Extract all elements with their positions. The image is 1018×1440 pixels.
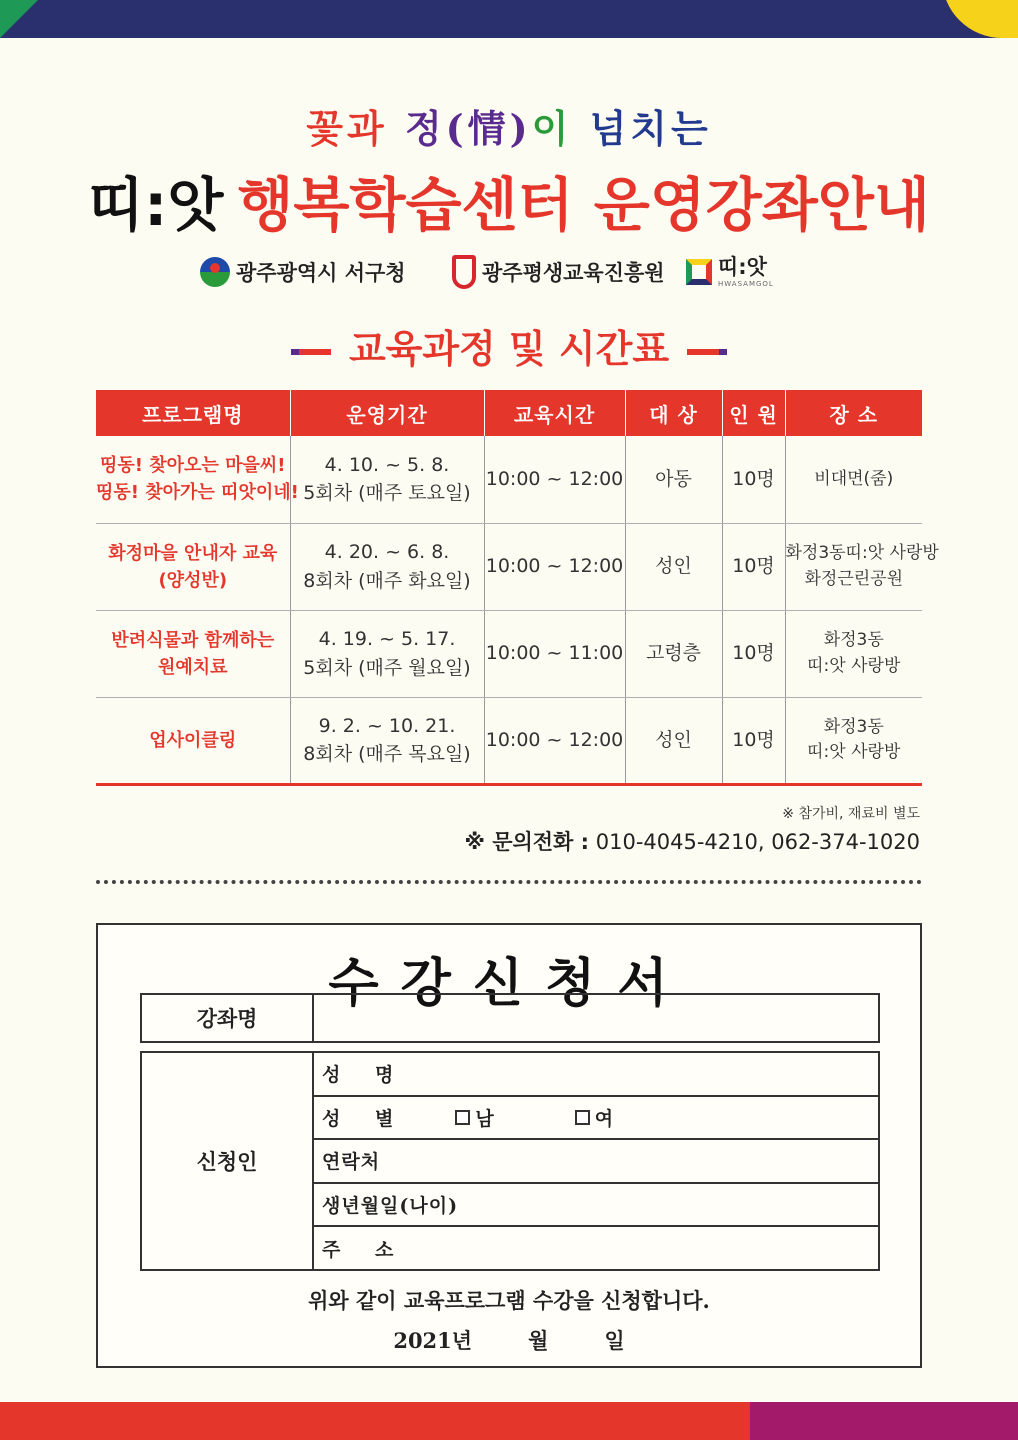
count-cell: 10명 [722, 436, 785, 523]
program-line: 띵동! 찾아오는 마을씨! [100, 455, 286, 477]
schedule-table [96, 390, 939, 786]
ttiat-logo [686, 252, 774, 292]
tagline [0, 98, 1018, 153]
application-form [96, 923, 922, 1368]
section-title [0, 318, 1018, 373]
program-line: 화정마을 안내자 교육 [108, 542, 278, 564]
male-checkbox[interactable] [455, 1104, 494, 1131]
header-time: 교육시간 [484, 390, 625, 436]
period-line: 5회차 (매주 월요일) [303, 656, 471, 679]
yellow-corner-shape [942, 0, 1018, 38]
institute-logo [452, 252, 665, 292]
table-row [96, 523, 922, 610]
place-cell [785, 523, 939, 610]
top-decor-bar [0, 0, 1018, 38]
date-line [98, 1325, 920, 1355]
place-line: 띠:앗 사랑방 [807, 655, 901, 676]
male-label: 남 [475, 1107, 495, 1130]
table-row [96, 697, 922, 784]
program-cell [96, 697, 290, 784]
place-cell [785, 610, 922, 697]
program-cell [96, 523, 290, 610]
name-field[interactable] [314, 1053, 878, 1097]
title-dash-right [687, 349, 727, 355]
institute-logo-label: 광주평생교육진흥원 [482, 261, 665, 285]
birth-field[interactable] [314, 1184, 878, 1228]
date-year: 2021년 [393, 1328, 473, 1353]
phone-note [464, 826, 920, 856]
female-label: 여 [594, 1107, 615, 1130]
seogu-logo [200, 252, 406, 292]
gender-field [314, 1097, 878, 1141]
address-field[interactable] [314, 1227, 878, 1269]
ttiat-logo-label: 띠:앗 [718, 254, 767, 279]
birth-label: 생년월일(나이) [322, 1195, 459, 1218]
period-line: 8회차 (매주 목요일) [303, 743, 471, 765]
page-title [0, 158, 1018, 242]
period-line: 9. 2. ~ 10. 21. [318, 714, 456, 737]
place-line: 화정3동 [823, 716, 884, 737]
time-cell: 10:00 ~ 12:00 [484, 697, 625, 784]
tagline-part: 꽃과 [306, 106, 405, 151]
place-line: 띠:앗 사랑방 [807, 742, 901, 762]
period-cell [290, 697, 484, 784]
ttiat-emblem-icon [686, 259, 712, 285]
female-checkbox[interactable] [575, 1104, 614, 1131]
title-text: 행복학습센터 운영강좌안내 [237, 171, 930, 239]
time-cell: 10:00 ~ 12:00 [484, 436, 625, 523]
place-cell [785, 697, 922, 784]
gender-label: 성 별 [322, 1107, 408, 1130]
time-cell: 10:00 ~ 12:00 [484, 523, 625, 610]
program-line: 원예치료 [157, 656, 228, 678]
count-cell: 10명 [722, 523, 785, 610]
program-line: 반려식물과 함께하는 [111, 629, 275, 651]
tagline-part: 정(情) [404, 106, 532, 151]
place-line: 화정3동띠:앗 사랑방 [785, 543, 939, 563]
title-dash-left [291, 349, 331, 355]
checkbox-icon [575, 1110, 590, 1125]
institute-emblem-icon [452, 255, 476, 289]
target-cell: 성인 [625, 523, 722, 610]
place-cell [785, 436, 922, 523]
place-line: 비대면(줌) [814, 468, 894, 489]
period-cell [290, 436, 484, 523]
checkbox-icon [455, 1110, 470, 1125]
period-line: 4. 19. ~ 5. 17. [318, 628, 456, 650]
phone-numbers: 010-4045-4210, 062-374-1020 [595, 830, 920, 854]
period-line: 4. 20. ~ 6. 8. [324, 541, 450, 563]
course-name-row [140, 993, 880, 1043]
place-line: 화정3동 [823, 630, 884, 650]
course-name-field[interactable] [314, 995, 878, 1041]
seogu-logo-label: 광주광역시 서구청 [236, 261, 406, 285]
place-line: 화정근린공원 [804, 568, 904, 589]
period-line: 5회차 (매주 토요일) [303, 482, 471, 505]
time-cell: 10:00 ~ 11:00 [484, 610, 625, 697]
bottom-purple-band [750, 1402, 1018, 1440]
form-title: 수강신청서 [328, 953, 690, 1014]
program-cell [96, 610, 290, 697]
name-label: 성 명 [322, 1064, 408, 1087]
contact-label: 연락처 [322, 1151, 381, 1174]
header-count: 인 원 [722, 390, 785, 436]
target-cell: 고령층 [625, 610, 722, 697]
program-cell [96, 436, 299, 523]
period-cell [290, 610, 484, 697]
applicant-fields [314, 1053, 878, 1269]
green-corner-shape [0, 0, 38, 38]
tagline-part: 이 [531, 106, 590, 151]
address-label: 주 소 [322, 1238, 408, 1261]
cut-line-divider [96, 880, 922, 884]
bottom-red-band [0, 1402, 750, 1440]
section-title-text: 교육과정 및 시간표 [348, 327, 670, 371]
count-cell: 10명 [722, 697, 785, 784]
target-cell: 성인 [625, 697, 722, 784]
table-header-row [96, 390, 922, 436]
date-month: 월 [528, 1328, 549, 1353]
program-line: 띵동! 찾아가는 띠앗이네! [96, 482, 299, 504]
applicant-label: 신청인 [142, 1053, 314, 1269]
header-period: 운영기간 [290, 390, 484, 436]
header-place: 장 소 [785, 390, 922, 436]
brand-name: 띠:앗 [88, 171, 224, 239]
seogu-emblem-icon [200, 257, 230, 287]
phone-label: ※ 문의전화 : [464, 830, 590, 854]
program-line: (양성반) [158, 569, 228, 591]
period-line: 4. 10. ~ 5. 8. [324, 453, 450, 476]
applicant-section [140, 1051, 880, 1271]
program-line: 업사이클링 [149, 729, 237, 751]
count-cell: 10명 [722, 610, 785, 697]
application-statement: 위와 같이 교육프로그램 수강을 신청합니다. [308, 1288, 710, 1313]
bottom-decor-bar [0, 1402, 1018, 1440]
logo-row [0, 252, 1018, 292]
date-day: 일 [604, 1328, 625, 1353]
fee-note: ※ 참가비, 재료비 별도 [782, 806, 920, 822]
header-program: 프로그램명 [96, 390, 290, 436]
table-row [96, 610, 922, 697]
header-target: 대 상 [625, 390, 722, 436]
period-cell [290, 523, 484, 610]
table-row [96, 436, 922, 523]
contact-field[interactable] [314, 1140, 878, 1184]
ttiat-logo-sublabel: HWASAMGOL [718, 279, 774, 288]
period-line: 8회차 (매주 화요일) [303, 569, 471, 592]
target-cell: 아동 [625, 436, 722, 523]
tagline-part: 넘치는 [589, 106, 712, 151]
course-name-label: 강좌명 [142, 995, 314, 1041]
